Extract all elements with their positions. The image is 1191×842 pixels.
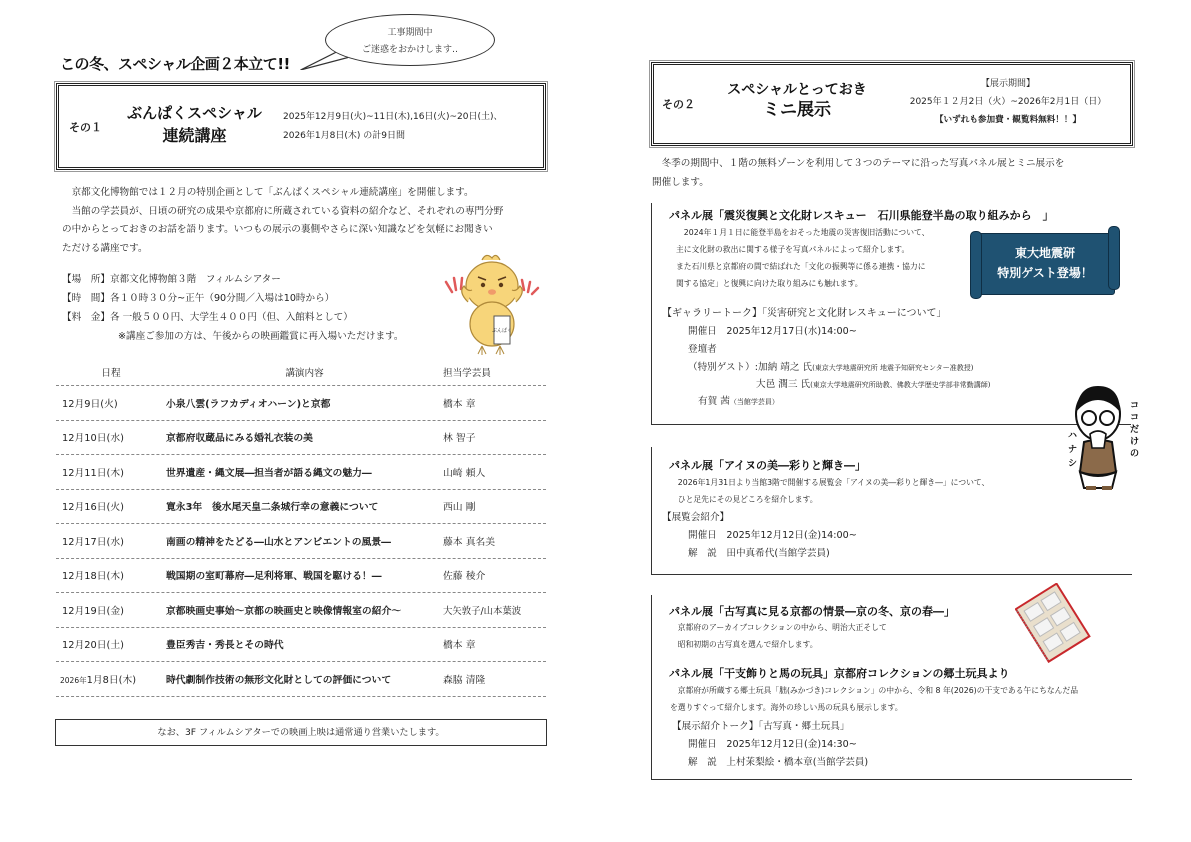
section-desc-line: 関する協定」と復興に向けた取り組みにも触れます。: [676, 279, 863, 288]
row-date: 12月10日(水): [62, 433, 124, 445]
table-row: [56, 455, 546, 490]
page-headline: この冬、スペシャル企画２本立て!!: [60, 55, 290, 73]
section-desc-line: また石川県と京都府の間で結ばれた「文化の振興等に係る連携・協力に: [676, 262, 926, 271]
svg-text:コ: コ: [1130, 413, 1140, 423]
staff-affiliation: （当館学芸員）: [729, 398, 779, 406]
row-date-year: 2026年: [60, 675, 87, 685]
section-desc-line: 京都府のアーカイブコレクションの中から、明治大正そして: [670, 623, 887, 632]
row-title: 世界遺産・縄文展―担当者が語る縄文の魅力―: [166, 467, 372, 479]
table-row: [56, 662, 546, 697]
row-title: 寛永3年 後水尾天皇二条城行幸の意義について: [166, 502, 379, 514]
section-desc-line: 主に文化財の救出に関する様子を写真パネルによって紹介します。: [676, 245, 910, 254]
section-title-2: パネル展「干支飾りと馬の玩具」京都府コレクションの郷土玩具より: [669, 667, 1010, 680]
row-curator: 大矢敦子/山本葉波: [443, 605, 522, 617]
intro-line: 京都文化博物館では１２月の特別企画として「ぶんぱくスペシャル連続講座」を開催します。: [62, 187, 474, 198]
lecture-series-box: [56, 83, 546, 170]
staff-speaker: [698, 393, 779, 412]
row-curator: 西山 剛: [443, 502, 476, 514]
exhibit-talk-date: 開催日 2025年12月12日(金)14:30~: [688, 739, 857, 750]
row-curator: 佐藤 稜介: [443, 571, 486, 583]
table-row: [56, 524, 546, 559]
exhibit-talk-commentator: 解 説 上村茉梨絵・橋本章(当館学芸員): [688, 757, 869, 768]
row-curator: 林 智子: [443, 433, 476, 445]
photo-album-illustration: [1015, 583, 1093, 663]
gallery-talk-title: 【ギャラリートーク】「災害研究と文化財レスキューについて」: [662, 308, 947, 319]
speech-bubble: [325, 14, 495, 66]
row-title: 時代劇制作技術の無形文化財としての評価について: [166, 674, 392, 686]
row-date: 12月17日(水): [62, 536, 124, 548]
header-date: 日程: [101, 367, 121, 379]
row-title: 戦国期の室町幕府―足利将軍、戦国を駆ける！―: [166, 571, 382, 583]
section-desc-line: 2024年１月１日に能登半島をおそった地震の災害復旧活動について、: [676, 228, 930, 237]
section-ainu-panel: [651, 447, 1132, 575]
exhibition-intro-title: 【展覧会紹介】: [662, 512, 730, 523]
section-desc-line: 京都府が所蔵する郷土玩具「胐(みかづき)コレクション」の中から、令和 8 年(2026)の干支である午にちなんだ品: [670, 686, 1079, 695]
exhibit-intro: [652, 155, 1142, 192]
free-admission-note: 【いずれも参加費・観覧料無料！！】: [934, 115, 1082, 125]
header-content: 講演内容: [285, 367, 324, 379]
row-date: 12月19日(金): [62, 605, 124, 617]
svg-text:ハ: ハ: [1068, 431, 1078, 441]
table-row: [56, 490, 546, 525]
exhibit-title-line-1: スペシャルとっておき: [727, 82, 867, 98]
row-date: 12月11日(木): [62, 467, 124, 479]
staff-name: 有賀 茜: [698, 396, 730, 407]
info-fee: 【料 金】各 一般５００円、大学生４００円（但、入館料として）: [62, 312, 353, 323]
guest-2-name: 大邑 潤三 氏: [756, 379, 811, 390]
guest-1-name: （特別ゲスト）:加納 靖之 氏: [688, 362, 813, 373]
lecture-title-line-2: 連続講座: [162, 126, 227, 145]
bubble-line-2: ご迷惑をおかけします‥: [361, 45, 458, 55]
row-title: 南画の精神をたどる―山水とアンビエントの風景―: [166, 536, 391, 548]
row-curator: 橋本 章: [443, 398, 476, 410]
part-2-label: その２: [662, 98, 695, 111]
section-title: パネル展「古写真に見る京都の情景―京の冬、京の春―」: [669, 605, 955, 618]
exhibition-intro-date: 開催日 2025年12月12日(金)14:00~: [688, 530, 857, 541]
part-1-label: その１: [69, 121, 102, 134]
gallery-talk-date: 開催日 2025年12月17日(水)14:00~: [688, 326, 857, 337]
header-curator: 担当学芸員: [443, 367, 491, 379]
guest-1-affiliation: (東京大学地震研究所 地震予知研究センター准教授): [812, 364, 974, 372]
exhibit-intro-line: 冬季の期間中、１階の無料ゾーンを利用して３つのテーマに沿った写真パネル展とミニ展示を: [652, 158, 1065, 169]
svg-text:け: け: [1130, 437, 1140, 447]
row-date: [56, 672, 166, 686]
table-header: [56, 358, 546, 386]
info-time: 【時 間】各１０時３０分~正午（90分間／入場は10時から）: [62, 293, 335, 304]
guest-2: [756, 376, 991, 395]
section-title: パネル展「アイヌの美―彩りと輝き―」: [669, 459, 867, 472]
row-title: 京都府収蔵品にみる婚礼衣装の美: [166, 433, 313, 445]
section-desc-line: を選りすぐって紹介します。海外の珍しい馬の玩具も展示します。: [670, 703, 903, 712]
lecture-dates-line-1: 2025年12月9日(火)~11日(木),16日(火)~20日(土)、: [283, 112, 503, 122]
table-row: [56, 421, 546, 456]
banner-line-1: 東大地震研: [1014, 246, 1075, 260]
intro-line: の中からとっておきのお話を語ります。いつもの展示の裏側やさらに深い知識などを気軽にお聞きい: [62, 224, 493, 235]
exhibit-title-line-2: ミニ展示: [763, 100, 831, 120]
section-title: パネル展「震災復興と文化財レスキュー 石川県能登半島の取り組みから 」: [669, 209, 1054, 222]
chick-mascot-illustration: [438, 252, 546, 356]
section-desc-line: 2026年1月31日より当館3階で開催する展覧会「アイヌの美―彩りと輝き―」について、: [670, 478, 990, 487]
row-curator: 森脇 清隆: [443, 674, 486, 686]
row-curator: 藤本 真名美: [443, 536, 496, 548]
row-title: 小泉八雲(ラフカディオハーン)と京都: [166, 398, 331, 410]
bubble-line-1: 工事期間中: [387, 28, 433, 38]
banner-line-2: 特別ゲスト登場！: [997, 266, 1093, 280]
row-curator: 山崎 頼人: [443, 467, 486, 479]
speakers-label: 登壇者: [688, 344, 717, 355]
guest-2-affiliation: (東京大学地震研究所助教、佛教大学歴史学部非常勤講師): [810, 381, 991, 389]
row-date: 12月20日(土): [62, 640, 124, 652]
lecture-dates-line-2: 2026年1月8日(木) の計9日間: [283, 131, 405, 141]
film-theater-notice: なお、3F フィルムシアターでの映画上映は通常通り営業いたします。: [55, 719, 547, 746]
lecture-info: [62, 270, 404, 346]
svg-text:コ: コ: [1130, 401, 1140, 411]
section-desc-line: 昭和初期の古写真を選んで紹介します。: [670, 640, 818, 649]
info-note: ※講座ご参加の方は、午後からの映画鑑賞に再入場いただけます。: [118, 331, 404, 342]
section-desc-line: ひと足先にその見どころを紹介します。: [670, 495, 818, 504]
row-date: 12月9日(火): [62, 398, 118, 410]
mini-exhibition-box: [651, 62, 1133, 146]
row-date: 12月16日(火): [62, 502, 124, 514]
lecture-title-line-1: ぶんぱくスペシャル: [127, 104, 262, 122]
table-row: [56, 559, 546, 594]
period-label: 【展示期間】: [980, 79, 1035, 89]
svg-text:ナ: ナ: [1068, 445, 1078, 455]
row-date-day: 1月8日(木): [86, 674, 137, 686]
row-date: 12月18日(木): [62, 571, 124, 583]
guest-1: [688, 359, 974, 378]
intro-line: ただける講座です。: [62, 242, 148, 254]
svg-text:だ: だ: [1130, 425, 1140, 435]
table-row: [56, 593, 546, 628]
intro-line: 当館の学芸員が、日頃の研究の成果や京都府に所蔵されている資料の紹介など、それぞれの専門分野: [62, 205, 504, 217]
lecture-schedule-table: [56, 358, 546, 697]
table-row: [56, 386, 546, 421]
row-title: 京都映画史事始～京都の映画史と映像情報室の紹介～: [166, 605, 402, 617]
row-title: 豊臣秀吉・秀長とその時代: [166, 640, 284, 652]
row-curator: 橋本 章: [443, 640, 476, 652]
lecture-intro: [62, 184, 552, 258]
svg-text:シ: シ: [1068, 459, 1078, 469]
exhibition-intro-commentator: 解 説 田中真希代(当館学芸員): [688, 548, 830, 559]
exhibit-talk-title: 【展示紹介トーク】「古写真・郷土玩具」: [672, 721, 850, 732]
info-place: 【場 所】京都文化博物館３階 フィルムシアター: [62, 274, 281, 285]
table-row: [56, 628, 546, 663]
period-dates: 2025年１２月2日（火）~2026年2月1日（日）: [909, 97, 1107, 107]
exhibit-intro-line: 開催します。: [652, 176, 709, 188]
mascot-label: ぶんぱく: [491, 328, 513, 334]
svg-text:の: の: [1130, 449, 1140, 459]
special-guest-banner: [975, 233, 1115, 295]
